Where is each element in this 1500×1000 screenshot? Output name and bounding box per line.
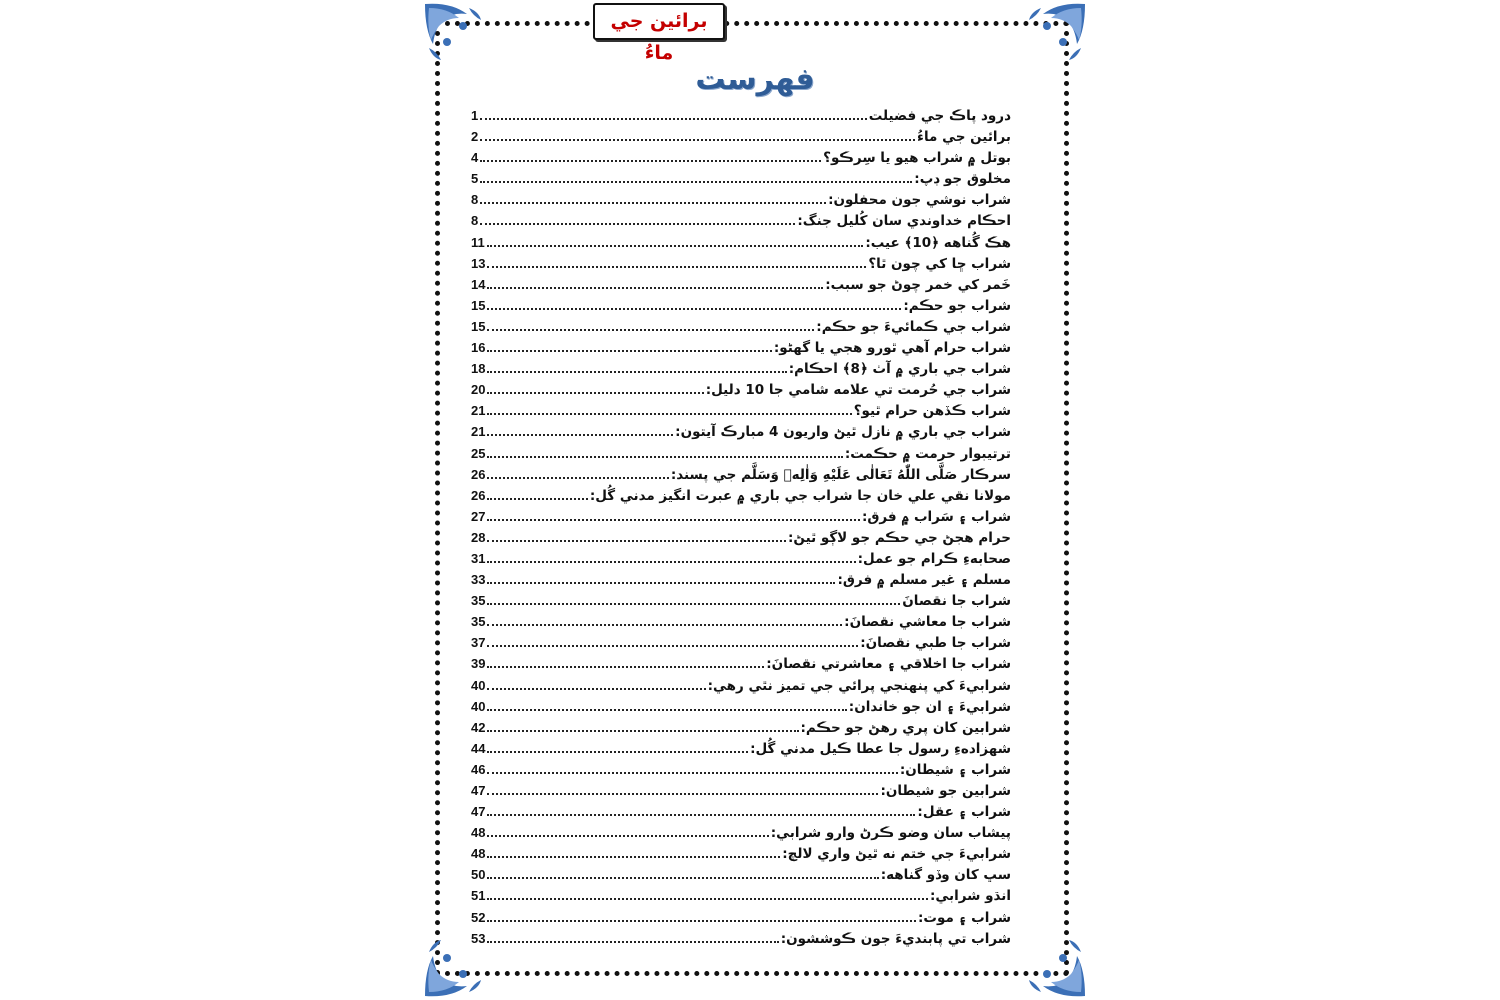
toc-entry[interactable] bbox=[471, 907, 1011, 928]
toc-entry[interactable] bbox=[471, 421, 1011, 442]
toc-page-number: 33 bbox=[471, 572, 486, 588]
dot-leader bbox=[487, 370, 786, 373]
toc-entry[interactable] bbox=[471, 105, 1011, 126]
toc-entry-title: شراب ڪڏهن حرام ٿيو؟ bbox=[853, 403, 1011, 420]
toc-entry-title: شراب جو حڪم: bbox=[903, 297, 1011, 314]
dot-leader bbox=[487, 876, 878, 879]
toc-page-number: 26 bbox=[471, 466, 486, 482]
toc-entry-title: انڌو شرابي: bbox=[929, 888, 1011, 905]
toc-entry-title: شراب حرام آهي ٿورو هجي يا گهڻو: bbox=[773, 340, 1011, 357]
dot-leader bbox=[487, 602, 900, 605]
toc-entry[interactable] bbox=[471, 717, 1011, 738]
dot-leader bbox=[487, 834, 768, 837]
toc-entry[interactable] bbox=[471, 253, 1011, 274]
toc-page-number: 28 bbox=[471, 529, 486, 545]
dot-leader bbox=[487, 412, 851, 415]
toc-entry-title: احڪام خداوندي سان کُليل جنگ: bbox=[797, 213, 1011, 230]
toc-entry-title: شراب جا طبي نقصانَ: bbox=[860, 635, 1011, 652]
dot-leader bbox=[487, 349, 771, 352]
dot-leader bbox=[487, 855, 780, 858]
toc-entry[interactable] bbox=[471, 590, 1011, 611]
toc-page-number: 37 bbox=[471, 635, 486, 651]
toc-entry[interactable] bbox=[471, 696, 1011, 717]
toc-page-number: 40 bbox=[471, 677, 486, 693]
toc-entry-title: شراب جا نقصانَ bbox=[902, 593, 1011, 610]
toc-entry-title: حرام هجڻ جي حڪم جو لاڳو ٿيڻ: bbox=[788, 529, 1011, 546]
toc-entry-title: شرابين کان پري رهڻ جو حڪم: bbox=[800, 719, 1011, 736]
toc-entry-title: مسلم ۽ غير مسلم ۾ فرق: bbox=[837, 572, 1011, 589]
toc-page-number: 42 bbox=[471, 719, 486, 735]
toc-entry-title: شراب جي حُرمت تي علامه شامي جا 10 دليل: bbox=[705, 382, 1011, 399]
toc-page-number: 35 bbox=[471, 614, 486, 630]
toc-entry-title: هڪ گُناهه ﴿10﴾ عيب: bbox=[865, 234, 1011, 251]
toc-page-number: 4 bbox=[471, 150, 479, 166]
toc-entry[interactable] bbox=[471, 632, 1011, 653]
toc-entry[interactable] bbox=[471, 738, 1011, 759]
toc-entry[interactable] bbox=[471, 485, 1011, 506]
dot-leader bbox=[487, 687, 705, 690]
toc-entry-title: سڀ کان وڏو گناهه: bbox=[880, 867, 1011, 884]
toc-page-number: 31 bbox=[471, 550, 486, 566]
toc-page-number: 25 bbox=[471, 445, 486, 461]
toc-entry[interactable] bbox=[471, 611, 1011, 632]
toc-entry-title: شهزادهءِ رسول جا عطا ڪيل مدني گُل: bbox=[750, 740, 1011, 757]
dot-leader bbox=[487, 433, 673, 436]
dot-leader bbox=[487, 518, 859, 521]
toc-entry[interactable] bbox=[471, 506, 1011, 527]
toc-entry[interactable] bbox=[471, 675, 1011, 696]
toc-page-number: 8 bbox=[471, 192, 479, 208]
toc-page-number: 13 bbox=[471, 255, 486, 271]
toc-entry-title: ترتيبوار حرمت ۾ حڪمت: bbox=[844, 445, 1011, 462]
toc-entry-title: شراب ۽ موت: bbox=[918, 909, 1011, 926]
toc-entry-title: شراب جا اخلاقي ۽ معاشرتي نقصانَ: bbox=[766, 656, 1011, 673]
toc-page-number: 48 bbox=[471, 846, 486, 862]
toc-page-number: 15 bbox=[471, 297, 486, 313]
dot-leader bbox=[487, 307, 901, 310]
toc-page-number: 48 bbox=[471, 825, 486, 841]
toc-page-number: 40 bbox=[471, 698, 486, 714]
floral-ornament-icon bbox=[1025, 0, 1089, 64]
toc-entry[interactable] bbox=[471, 548, 1011, 569]
toc-page-number: 8 bbox=[471, 213, 479, 229]
toc-page-number: 20 bbox=[471, 382, 486, 398]
toc-page-number: 27 bbox=[471, 508, 486, 524]
toc-page-number: 15 bbox=[471, 318, 486, 334]
floral-ornament-icon bbox=[421, 0, 485, 64]
toc-entry[interactable] bbox=[471, 189, 1011, 210]
dot-leader bbox=[487, 391, 703, 394]
toc-entry[interactable] bbox=[471, 147, 1011, 168]
toc-entry-title: شراب تي پابنديءَ جون ڪوششون: bbox=[780, 930, 1011, 947]
dot-leader bbox=[487, 771, 897, 774]
toc-entry-title: شراب ۽ سَراب ۾ فرق: bbox=[861, 508, 1011, 525]
toc-page-number: 26 bbox=[471, 487, 486, 503]
toc-entry[interactable] bbox=[471, 822, 1011, 843]
toc-page-number: 21 bbox=[471, 424, 486, 440]
toc-entry-title: بوتل ۾ شراب هيو يا سِرڪو؟ bbox=[823, 150, 1011, 167]
toc-entry[interactable] bbox=[471, 379, 1011, 400]
page-title: فهرست bbox=[695, 62, 815, 97]
toc-page-number: 39 bbox=[471, 656, 486, 672]
toc-entry[interactable] bbox=[471, 337, 1011, 358]
toc-entry[interactable] bbox=[471, 780, 1011, 801]
toc-entry[interactable] bbox=[471, 210, 1011, 231]
table-of-contents bbox=[471, 105, 1011, 949]
toc-entry-title: شرابيءَ کي پنهنجي پرائي جي تميز نٿي رهي: bbox=[707, 677, 1011, 694]
toc-entry[interactable] bbox=[471, 569, 1011, 590]
toc-entry-title: شراب جي باري ۾ نازل ٿيڻ واريون 4 مبارڪ آيتون: bbox=[675, 424, 1011, 441]
dot-leader bbox=[487, 286, 823, 289]
dot-leader bbox=[487, 813, 915, 816]
dot-leader bbox=[480, 201, 826, 204]
toc-entry[interactable] bbox=[471, 400, 1011, 421]
dot-leader bbox=[480, 180, 912, 183]
toc-entry[interactable] bbox=[471, 168, 1011, 189]
toc-page-number: 50 bbox=[471, 867, 486, 883]
dot-leader bbox=[487, 244, 864, 247]
toc-entry-title: شراب جي ڪمائيءَ جو حڪم: bbox=[816, 318, 1011, 335]
toc-page-number: 35 bbox=[471, 593, 486, 609]
toc-entry[interactable] bbox=[471, 864, 1011, 885]
dot-leader bbox=[487, 581, 835, 584]
toc-entry-title: شرابيءَ ۽ ان جو خاندان: bbox=[848, 698, 1011, 715]
toc-page-number: 53 bbox=[471, 930, 486, 946]
toc-page-number: 18 bbox=[471, 361, 486, 377]
toc-page-number: 11 bbox=[471, 234, 485, 250]
toc-entry-title: مخلوق جو ڊپ: bbox=[914, 171, 1011, 188]
toc-entry[interactable] bbox=[471, 316, 1011, 337]
dot-leader bbox=[487, 729, 798, 732]
toc-entry[interactable] bbox=[471, 843, 1011, 864]
toc-page-number: 14 bbox=[471, 276, 486, 292]
toc-entry-title: شراب ۽ شيطان: bbox=[899, 761, 1011, 778]
toc-entry-title: پيشاب سان وضو ڪرڻ وارو شرابي: bbox=[770, 825, 1011, 842]
toc-entry-title: شراب ۽ عقل: bbox=[917, 804, 1011, 821]
dot-leader bbox=[487, 940, 778, 943]
toc-entry[interactable] bbox=[471, 527, 1011, 548]
toc-entry[interactable] bbox=[471, 464, 1011, 485]
toc-page-number: 52 bbox=[471, 909, 486, 925]
dot-leader bbox=[487, 265, 866, 268]
toc-page-number: 2 bbox=[471, 129, 479, 145]
dot-leader bbox=[487, 328, 814, 331]
toc-entry-title: شراب جا معاشي نقصانَ: bbox=[844, 614, 1011, 631]
toc-page-number: 16 bbox=[471, 340, 486, 356]
dot-leader bbox=[487, 644, 858, 647]
toc-entry[interactable] bbox=[471, 801, 1011, 822]
toc-page-number: 47 bbox=[471, 804, 486, 820]
dot-leader bbox=[480, 222, 795, 225]
toc-entry[interactable] bbox=[471, 928, 1011, 949]
toc-page-number: 47 bbox=[471, 783, 486, 798]
toc-entry[interactable] bbox=[471, 653, 1011, 674]
toc-page-number: 51 bbox=[471, 888, 486, 904]
dot-leader bbox=[487, 792, 878, 795]
dot-leader bbox=[487, 476, 668, 479]
toc-entry-title: برائين جي ماءُ bbox=[917, 129, 1011, 146]
toc-entry-title: سرڪار صَلَّی اللّٰهُ تَعَالٰی عَلَیْهِ وَاٰلِهٖ وَسَلَّم جي پسند: bbox=[670, 466, 1011, 483]
dot-leader bbox=[487, 708, 846, 711]
toc-entry[interactable] bbox=[471, 295, 1011, 316]
toc-entry-title: درود پاڪ جي فضيلت bbox=[868, 108, 1011, 124]
toc-page-number: 21 bbox=[471, 403, 486, 419]
toc-entry[interactable] bbox=[471, 232, 1011, 253]
floral-ornament-icon bbox=[1025, 936, 1089, 1000]
dot-leader bbox=[487, 497, 587, 500]
dot-leader bbox=[487, 897, 928, 900]
toc-entry[interactable] bbox=[471, 759, 1011, 780]
toc-entry-title: مولانا نقي علي خان جا شراب جي باري ۾ عبرت انگيز مدني گُل: bbox=[589, 487, 1011, 504]
toc-page-number: 46 bbox=[471, 761, 486, 777]
toc-entry-title: شراب نوشي جون محفلون: bbox=[828, 192, 1011, 209]
toc-entry[interactable] bbox=[471, 885, 1011, 906]
toc-page-number: 44 bbox=[471, 740, 486, 756]
toc-page-number: 5 bbox=[471, 171, 479, 187]
toc-page-number: 1 bbox=[471, 108, 479, 123]
dot-leader bbox=[487, 665, 764, 668]
toc-entry-title: شرابين جو شيطان: bbox=[880, 783, 1011, 799]
toc-entry[interactable] bbox=[471, 274, 1011, 295]
dot-leader bbox=[487, 455, 842, 458]
toc-entry[interactable] bbox=[471, 443, 1011, 464]
dot-leader bbox=[487, 919, 916, 922]
dot-leader bbox=[487, 539, 786, 542]
toc-entry-title: شراب جي باري ۾ آٺ ﴿8﴾ احڪام: bbox=[788, 361, 1011, 378]
dot-leader bbox=[480, 159, 821, 162]
book-title-badge: برائين جي ماءُ bbox=[593, 3, 725, 40]
toc-entry-title: خَمر کي خمر چوڻ جو سبب: bbox=[825, 276, 1011, 293]
toc-entry[interactable] bbox=[471, 126, 1011, 147]
dot-leader bbox=[487, 623, 842, 626]
dot-leader bbox=[480, 117, 867, 120]
toc-entry-title: صحابهءِ ڪرام جو عمل: bbox=[857, 550, 1011, 567]
toc-entry-title: شراب ڇا کي چون ٿا؟ bbox=[868, 255, 1011, 272]
dot-leader bbox=[487, 560, 855, 563]
dot-leader bbox=[480, 138, 915, 141]
book-page bbox=[421, 0, 1089, 1000]
toc-entry-title: شرابيءَ جي ختم نه ٿيڻ واري لالچ: bbox=[782, 846, 1011, 863]
dot-leader bbox=[487, 750, 748, 753]
toc-entry[interactable] bbox=[471, 358, 1011, 379]
